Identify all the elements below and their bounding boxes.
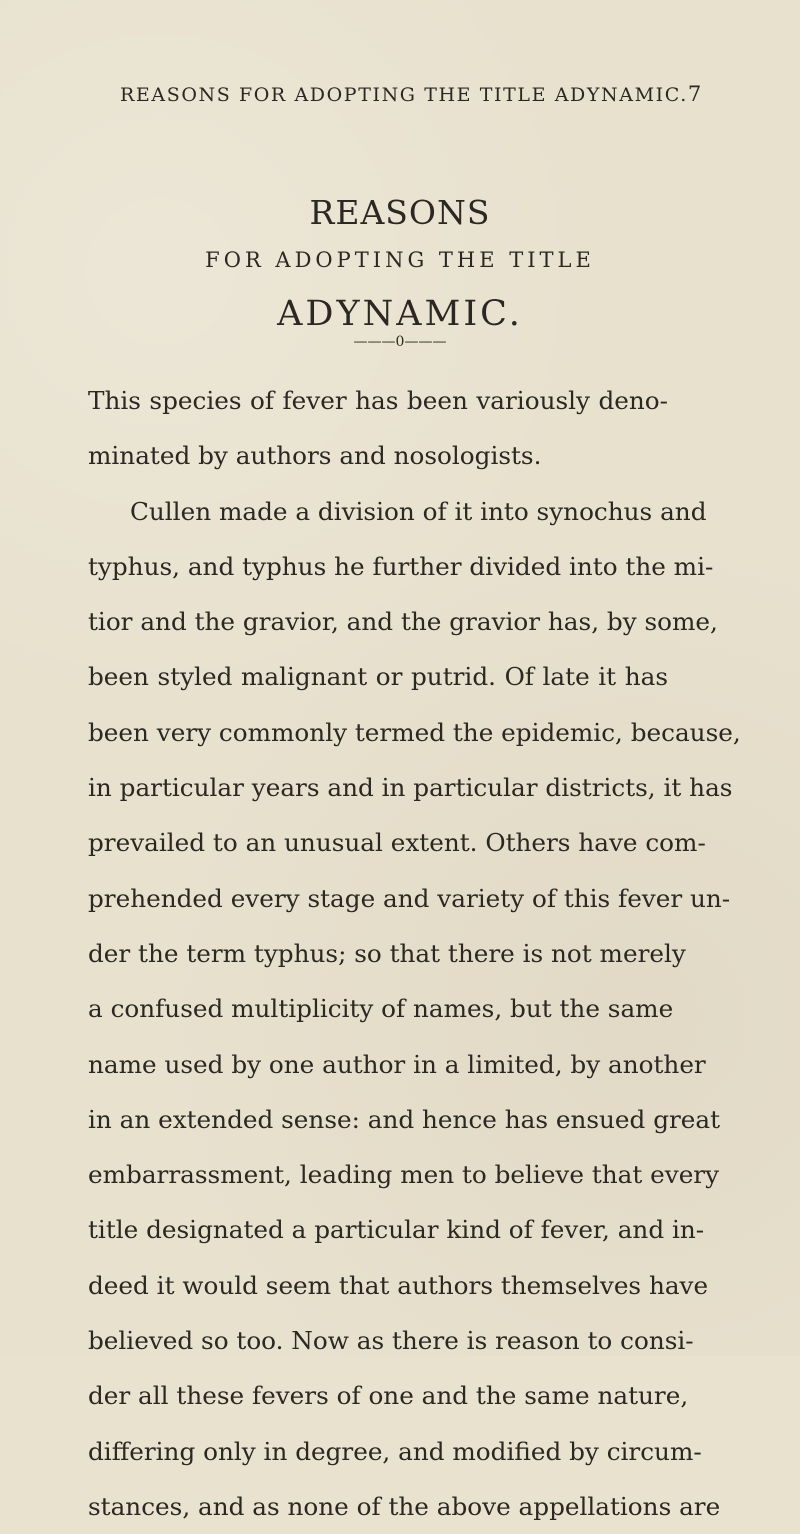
text-line-4: typhus, and typhus he further divided into the mi- <box>88 551 714 581</box>
text-line-15: embarrassment, leading men to believe that every <box>88 1160 720 1190</box>
running-head <box>120 82 703 106</box>
text-line-7: been very commonly termed the epidemic, because, <box>88 717 741 747</box>
text-line-2: minated by authors and nosologists. <box>88 441 542 471</box>
text-line-12: a confused multiplicity of names, but the same <box>88 994 674 1024</box>
text-line-9: prevailed to an unusual extent. Others have com- <box>88 828 706 858</box>
text-line-20: differing only in degree, and modified by circum- <box>88 1436 702 1466</box>
text-line-19: der all these fevers of one and the same nature, <box>88 1381 689 1411</box>
text-line-13: name used by one author in a limited, by another <box>88 1049 706 1079</box>
text-line-11: der the term typhus; so that there is not merely <box>88 938 686 968</box>
text-line-6: been styled malignant or putrid. Of late it has <box>88 662 668 692</box>
text-line-18: believed so too. Now as there is reason to consi- <box>88 1326 694 1356</box>
text-line-21: stances, and as none of the above appellations are <box>88 1491 721 1521</box>
text-line-16: title designated a particular kind of fever, and in- <box>88 1215 705 1245</box>
running-title: REASONS FOR ADOPTING THE TITLE ADYNAMIC. <box>120 84 688 106</box>
text-line-3: Cullen made a division of it into synochus and <box>130 496 707 526</box>
section-title: REASONS <box>309 193 491 232</box>
page-number: 7 <box>687 82 703 106</box>
section-subtitle: FOR ADOPTING THE TITLE <box>205 248 595 272</box>
text-line-10: prehended every stage and variety of this fever un- <box>88 883 731 913</box>
text-line-14: in an extended sense: and hence has ensued great <box>88 1104 721 1134</box>
text-line-5: tior and the gravior, and the gravior has, by some, <box>88 607 718 637</box>
text-line-8: in particular years and in particular districts, it has <box>88 773 733 803</box>
text-line-1: This species of fever has been variously deno- <box>88 386 668 415</box>
title-ornament: ———0——— <box>353 334 447 350</box>
section-keyword: ADYNAMIC. <box>277 294 523 334</box>
text-line-17: deed it would seem that authors themselves have <box>88 1270 709 1300</box>
body-text <box>88 373 741 1534</box>
